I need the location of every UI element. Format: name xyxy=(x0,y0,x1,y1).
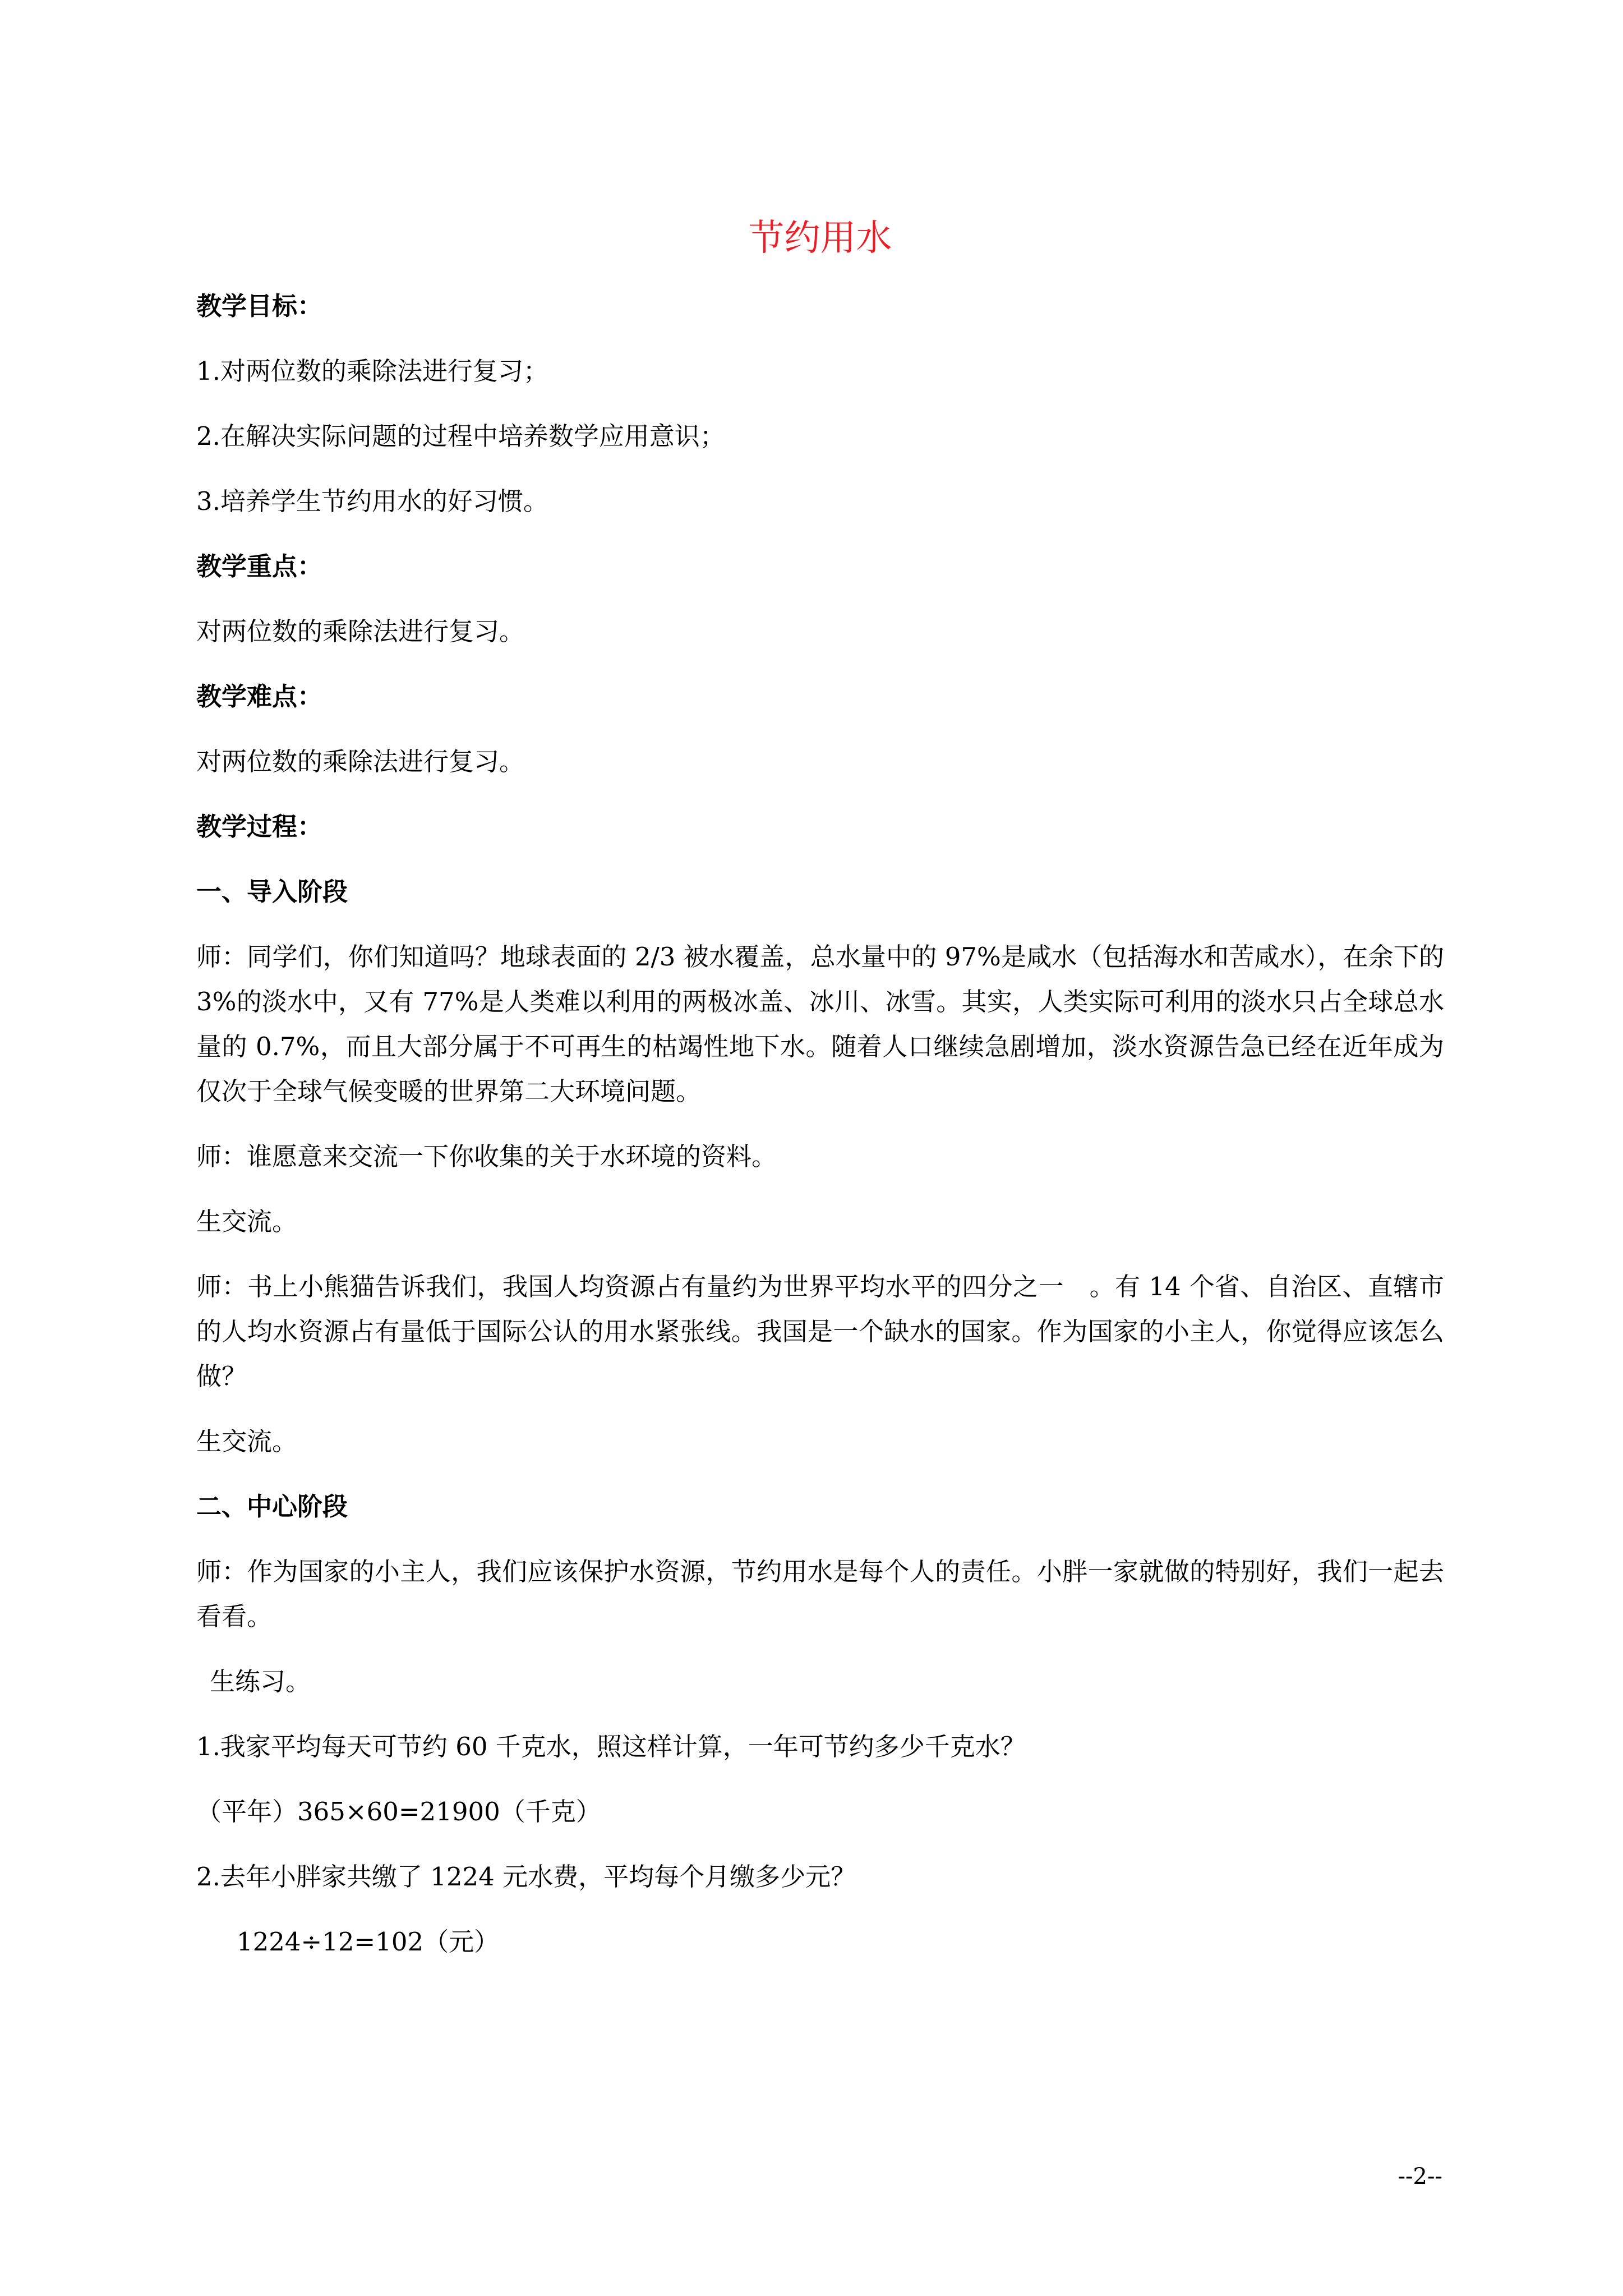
objectives-heading: 教学目标： xyxy=(196,291,323,321)
document-title: 节约用水 xyxy=(748,218,892,259)
objective-2: 2.在解决实际问题的过程中培养数学应用意识； xyxy=(196,421,725,451)
stage-2-paragraph-2: 生练习。 xyxy=(210,1667,311,1696)
document-page xyxy=(196,213,1444,1985)
stage-2-heading: 二、中心阶段 xyxy=(196,1492,348,1521)
difficulties-heading: 教学难点： xyxy=(196,682,323,711)
question-2: 2.去年小胖家共缴了 1224 元水费，平均每个月缴多少元？ xyxy=(196,1862,856,1892)
stage-1-heading: 一、导入阶段 xyxy=(196,877,348,907)
stage-1-paragraph-2: 师：谁愿意来交流一下你收集的关于水环境的资料。 xyxy=(196,1142,777,1171)
question-1: 1.我家平均每天可节约 60 千克水，照这样计算，一年可节约多少千克水？ xyxy=(196,1732,1026,1761)
stage-1-paragraph-4: 师：书上小熊猫告诉我们，我国人均资源占有量约为世界平均水平的四分之一 。有 14 个省、自治区、直辖市的人均水资源占有量低于国际公认的用水紧张线。我国是一个缺水的国家。作为国家的小主人，你觉得应该怎么做？ xyxy=(196,1272,1444,1391)
page-number: --2-- xyxy=(1398,2164,1442,2189)
stage-1-paragraph-3: 生交流。 xyxy=(196,1207,298,1236)
answer-1: （平年）365×60=21900（千克） xyxy=(196,1797,601,1826)
stage-2-paragraph-1: 师：作为国家的小主人，我们应该保护水资源，节约用水是每个人的责任。小胖一家就做的特别好，我们一起去看看。 xyxy=(196,1557,1444,1631)
stage-1-paragraph-1: 师：同学们，你们知道吗？地球表面的 2/3 被水覆盖，总水量中的 97%是咸水（包括海水和苦咸水），在余下的 3%的淡水中，又有 77%是人类难以利用的两极冰盖、冰川、冰雪。其实，人类实际可利用的淡水只占全球总水量的 0.7%，而且大部分属于不可再生的枯竭性地下水。随着人口继续急剧增加，淡水资源告急已经在近年成为仅次于全球气候变暖的世界第二大环境问题。 xyxy=(196,942,1444,1106)
key-points-heading: 教学重点： xyxy=(196,551,323,581)
stage-1-paragraph-5: 生交流。 xyxy=(196,1427,298,1456)
key-points-text: 对两位数的乘除法进行复习。 xyxy=(196,616,525,646)
difficulties-text: 对两位数的乘除法进行复习。 xyxy=(196,747,525,776)
objective-3: 3.培养学生节约用水的好习惯。 xyxy=(196,486,548,516)
objective-1: 1.对两位数的乘除法进行复习； xyxy=(196,356,548,386)
answer-2: 1224÷12=102（元） xyxy=(237,1927,500,1957)
process-heading: 教学过程： xyxy=(196,812,323,841)
